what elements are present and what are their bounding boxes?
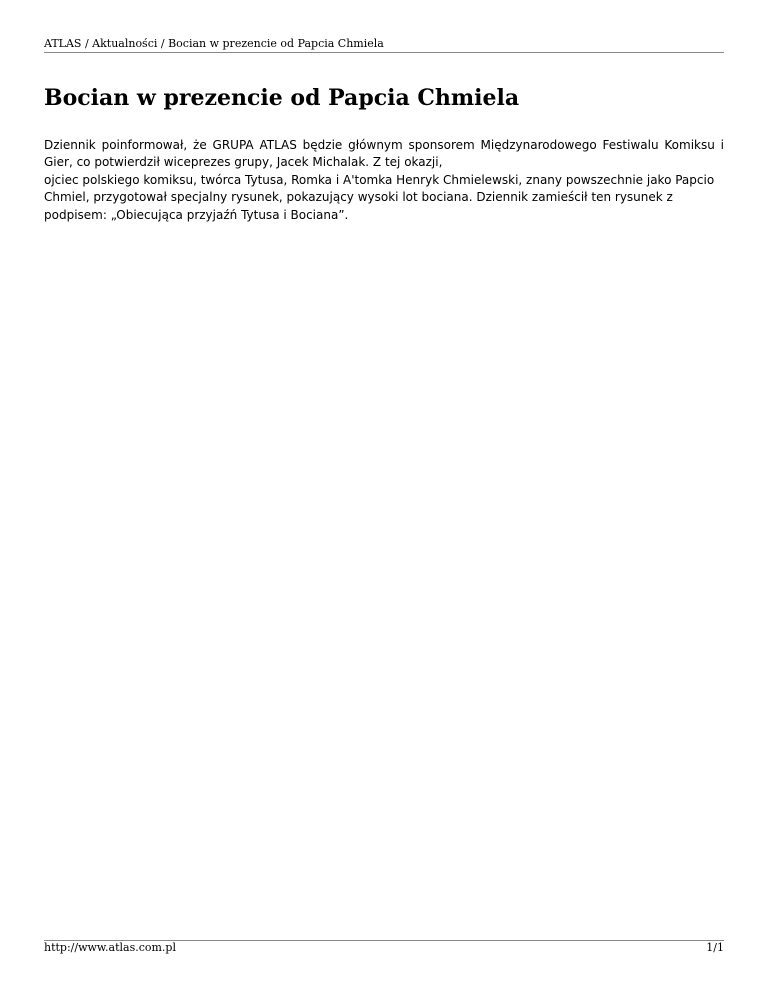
header-divider bbox=[44, 52, 724, 53]
footer-url[interactable]: http://www.atlas.com.pl bbox=[44, 941, 176, 954]
article-body bbox=[44, 137, 724, 224]
article-paragraph: Dziennik poinformował, że GRUPA ATLAS będzie głównym sponsorem Międzynarodowego Festiwalu Komiksu i Gier, co potwierdził wiceprezes grupy, Jacek Michalak. Z tej okazji, bbox=[44, 138, 724, 170]
article-title: Bocian w prezencie od Papcia Chmiela bbox=[44, 85, 520, 111]
article-paragraph: ojciec polskiego komiksu, twórca Tytusa, Romka i A'tomka Henryk Chmielewski, znany powszechnie jako Papcio Chmiel, przygotował specjalny rysunek, pokazujący wysoki lot bociana. Dziennik zamieścił ten rysunek z podpisem: „Obiecująca przyjaźń Tytusa i Bociana”. bbox=[44, 172, 715, 222]
page-number: 1/1 bbox=[706, 941, 724, 954]
breadcrumb: ATLAS / Aktualności / Bocian w prezencie od Papcia Chmiela bbox=[44, 37, 384, 50]
